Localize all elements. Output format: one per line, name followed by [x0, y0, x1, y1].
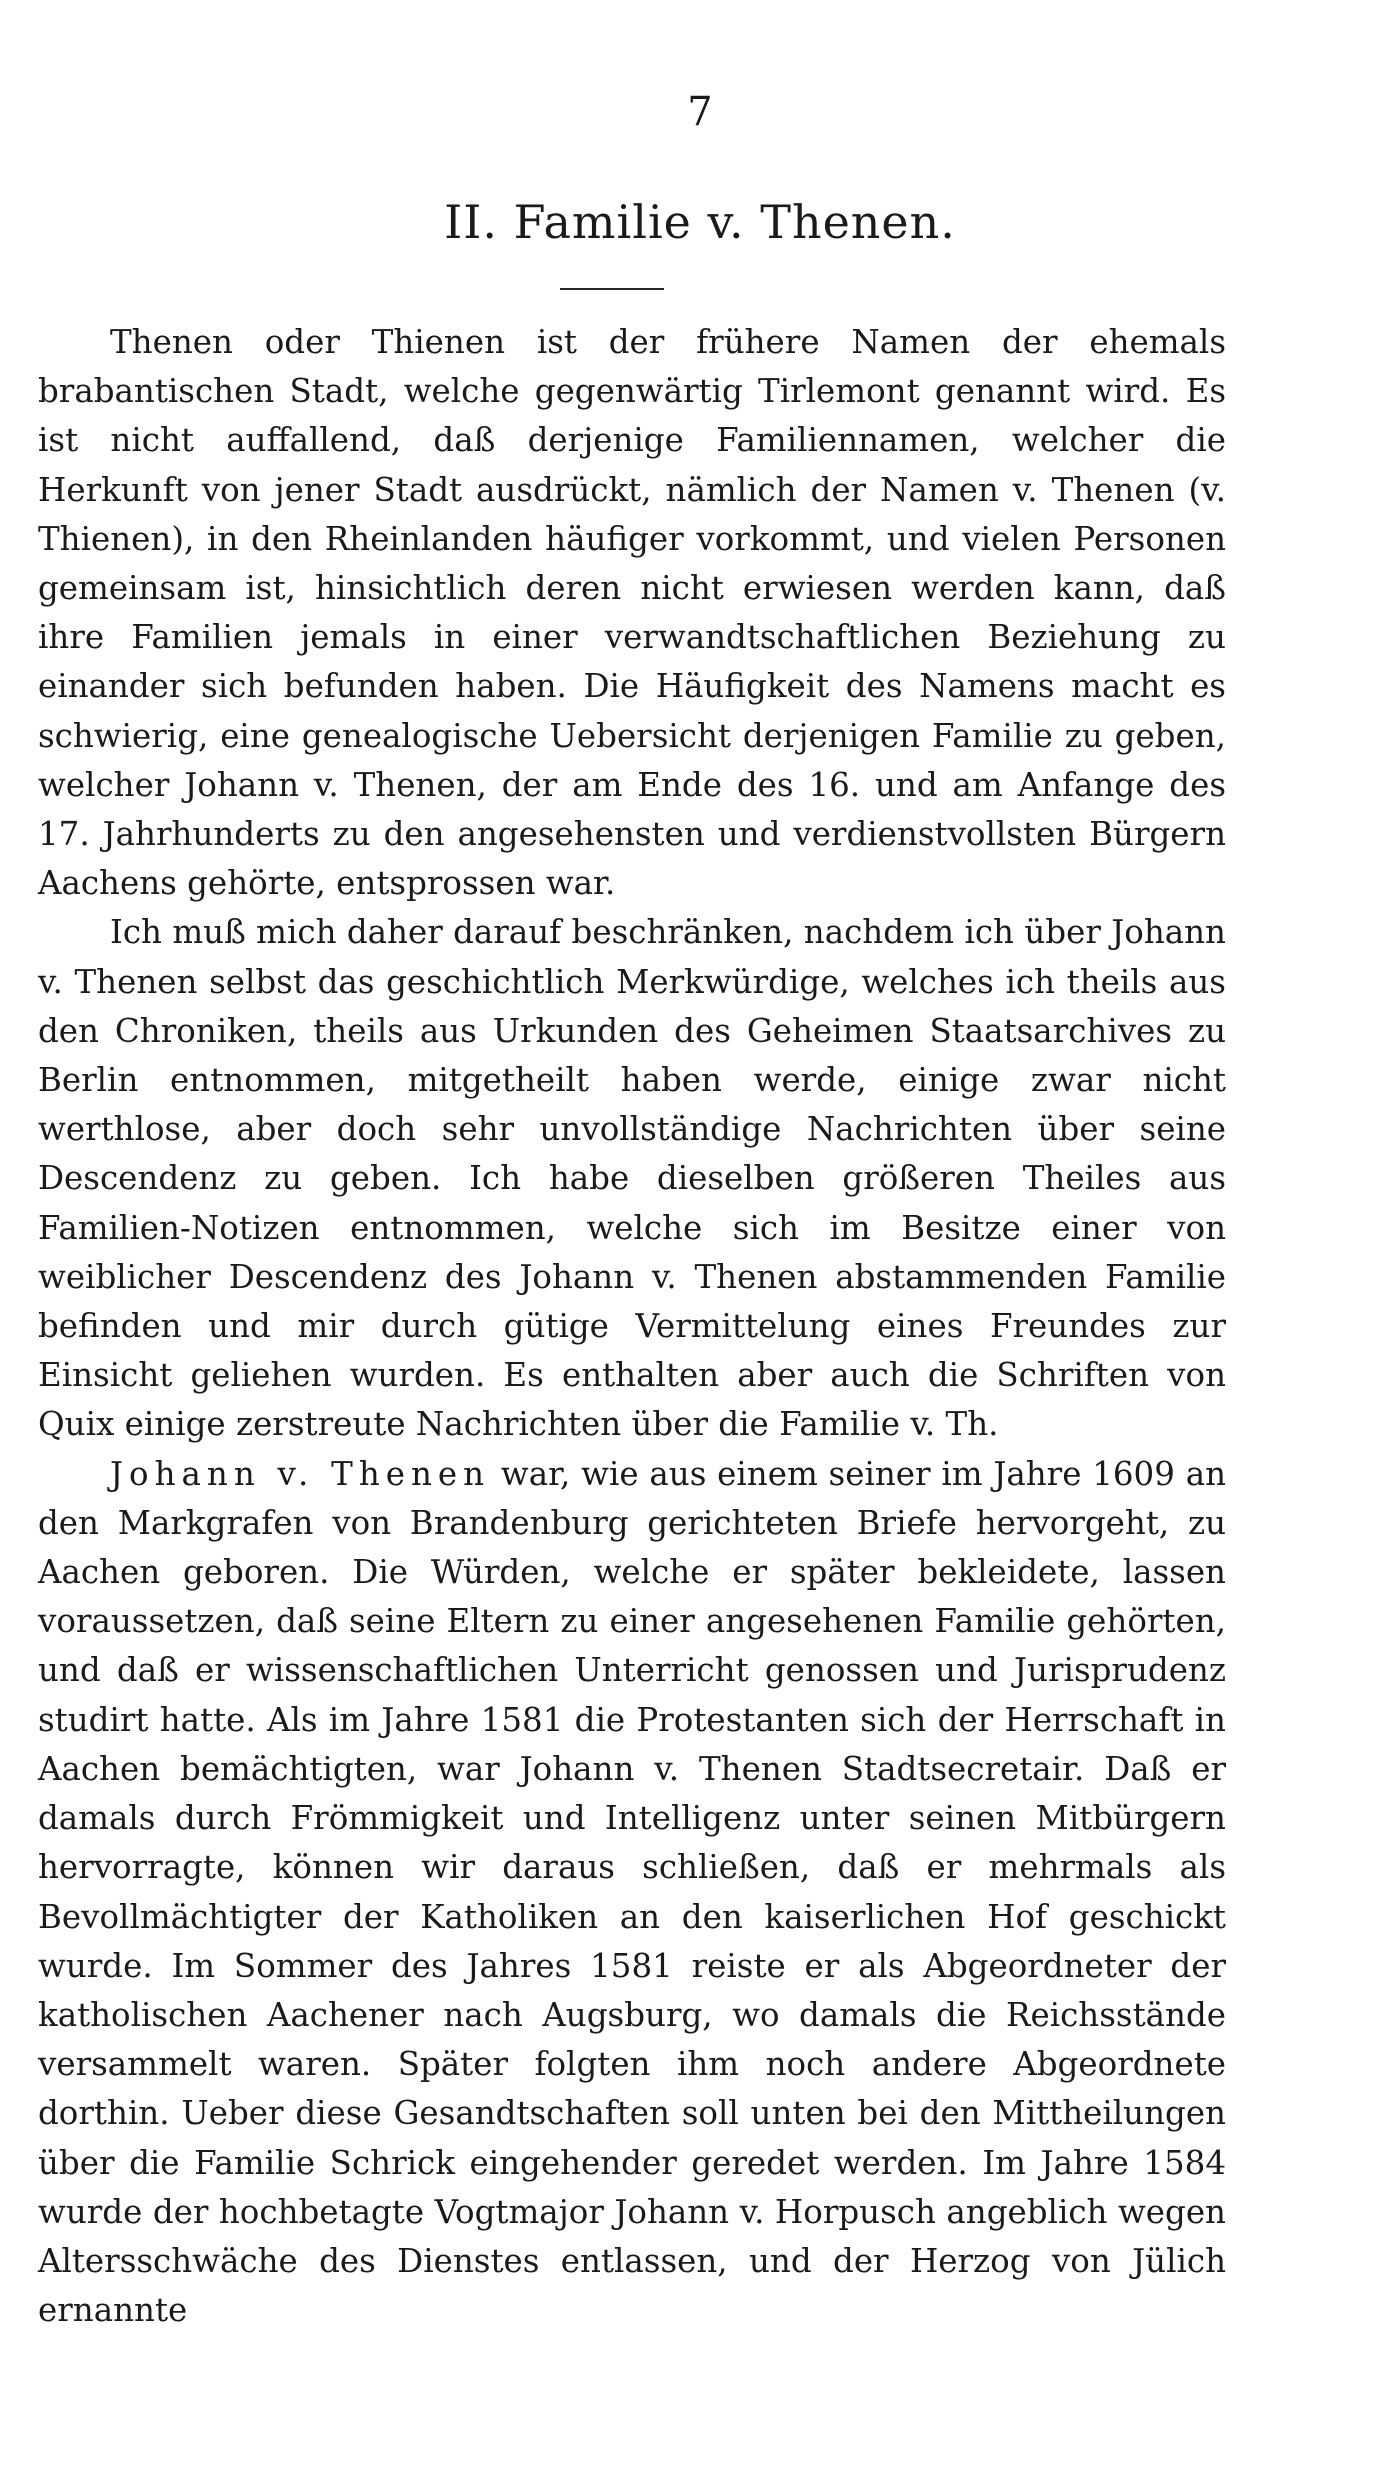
- paragraph-3-lead-name: Johann v. Thenen: [110, 1454, 491, 1493]
- paragraph-3: [38, 1450, 1226, 2336]
- title-divider: [560, 288, 664, 290]
- page-number: 7: [687, 89, 713, 135]
- paragraph-1: Thenen oder Thienen ist der frühere Namen der ehemals brabantischen Stadt, welche gegenwärtig Tirlemont genannt wird. Es ist nicht auffallend, daß derjenige Familiennamen, welcher die Herkunft von jener Stadt ausdrückt, nämlich der Namen v. Thenen (v. Thienen), in den Rheinlanden häufiger vorkommt, und vielen Personen gemeinsam ist, hinsichtlich deren nicht erwiesen werden kann, daß ihre Familien jemals in einer verwandtschaftlichen Beziehung zu einander sich befunden haben. Die Häufigkeit des Namens macht es schwierig, eine genealogische Uebersicht derjenigen Familie zu geben, welcher Johann v. Thenen, der am Ende des 16. und am Anfange des 17. Jahrhunderts zu den angesehensten und verdienstvollsten Bürgern Aachens gehörte, entsprossen war.: [38, 323, 1226, 903]
- paragraph-3-text: war, wie aus einem seiner im Jahre 1609 an den Markgrafen von Brandenburg gerichteten Briefe hervorgeht, zu Aachen geboren. Die Würden, welche er später bekleidete, lassen voraussetzen, daß seine Eltern zu einer angesehenen Familie gehörten, und daß er wissenschaftlichen Unterricht genossen und Jurisprudenz studirt hatte. Als im Jahre 1581 die Protestanten sich der Herrschaft in Aachen bemächtigten, war Johann v. Thenen Stadtsecretair. Daß er damals durch Frömmigkeit und Intelligenz unter seinen Mitbürgern hervorragte, können wir daraus schließen, daß er mehrmals als Bevollmächtigter der Katholiken an den kaiserlichen Hof geschickt wurde. Im Sommer des Jahres 1581 reiste er als Abgeordneter der katholischen Aachener nach Augsburg, wo damals die Reichsstände versammelt waren. Später folgten ihm noch andere Abgeordnete dorthin. Ueber diese Gesandtschaften soll unten bei den Mittheilungen über die Familie Schrick eingehender geredet werden. Im Jahre 1584 wurde der hochbetagte Vogtmajor Johann v. Horpusch angeblich wegen Altersschwäche des Dienstes entlassen, und der Herzog von Jülich ernannte: [38, 1454, 1227, 2330]
- chapter-title: II. Familie v. Thenen.: [444, 195, 956, 249]
- body-text: [38, 318, 1226, 2335]
- paragraph-2: Ich muß mich daher darauf beschränken, nachdem ich über Johann v. Thenen selbst das geschichtlich Merkwürdige, welches ich theils aus den Chroniken, theils aus Urkunden des Geheimen Staatsarchives zu Berlin entnommen, mitgetheilt haben werde, einige zwar nicht werthlose, aber doch sehr unvollständige Nachrichten über seine Descendenz zu geben. Ich habe dieselben größeren Theiles aus Familien-Notizen entnommen, welche sich im Besitze einer von weiblicher Descendenz des Johann v. Thenen abstammenden Familie befinden und mir durch gütige Vermittelung eines Freundes zur Einsicht geliehen wurden. Es enthalten aber auch die Schriften von Quix einige zerstreute Nachrichten über die Familie v. Th.: [38, 913, 1226, 1444]
